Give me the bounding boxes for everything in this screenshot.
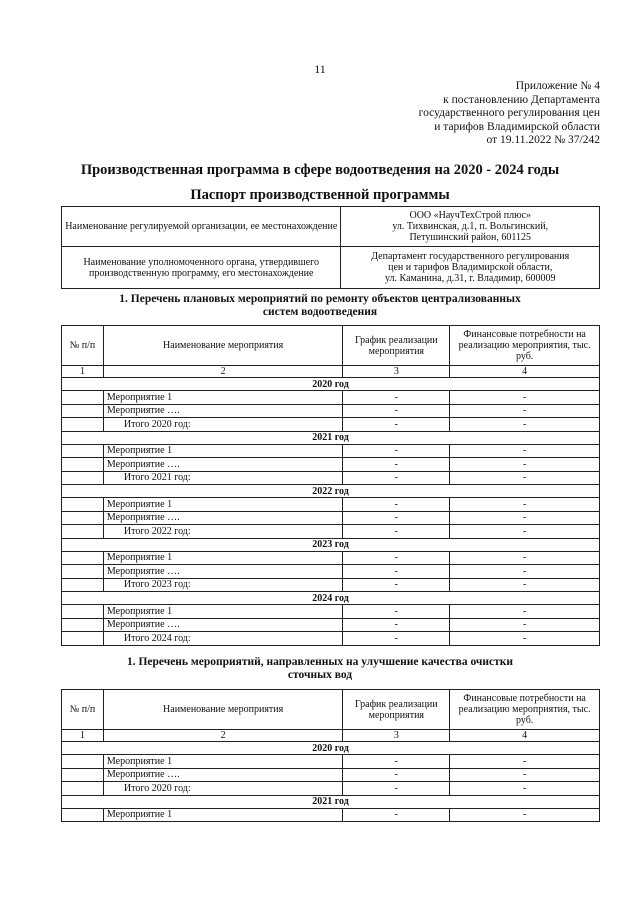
cell-dash: - (343, 458, 450, 472)
cell-dash: - (343, 578, 450, 592)
passport-table (61, 206, 600, 289)
passport-value-line: ул. Каманина, д.31, г. Владимир, 600009 (384, 273, 556, 284)
col-number: 3 (343, 730, 450, 742)
table-row: Мероприятие 1 (103, 551, 342, 565)
year-group-2023 (62, 538, 600, 592)
cell-dash: - (343, 404, 450, 418)
appendix-line: государственного регулирования цен (418, 107, 600, 119)
year-row: 2023 год (62, 538, 600, 551)
section-heading-line: систем водоотведения (262, 305, 378, 318)
table-row: Мероприятие 1 (103, 605, 342, 619)
table-row: Мероприятие …. (103, 768, 342, 782)
col-header: Наименование мероприятия (103, 326, 342, 366)
passport-label: Наименование уполномоченного органа, утвердившего производственную программу, его местонахождение (62, 247, 341, 289)
col-header: Финансовые потребности на реализацию мероприятия, тыс. руб. (450, 326, 600, 366)
appendix-header (380, 80, 600, 148)
total-row: Итого 2020 год: (103, 418, 342, 432)
cell-dash: - (343, 605, 450, 619)
cell-dash: - (450, 525, 600, 539)
col-header: № п/п (62, 690, 104, 730)
col-header: График реализации мероприятия (343, 326, 450, 366)
year-row: 2021 год (62, 795, 600, 808)
total-row: Итого 2024 год: (103, 632, 342, 646)
appendix-line: к постановлению Департамента (443, 93, 600, 106)
section2-heading (0, 656, 640, 681)
year-row: 2020 год (62, 378, 600, 391)
year-group-2020 (62, 378, 600, 432)
section1-table (61, 325, 600, 646)
table-row: Мероприятие …. (103, 618, 342, 632)
section1-heading (0, 293, 640, 318)
col-number: 1 (62, 366, 104, 378)
cell-dash: - (450, 632, 600, 646)
cell-dash: - (343, 632, 450, 646)
col-number: 2 (103, 730, 342, 742)
passport-value-line: Департамент государственного регулирования (371, 251, 570, 262)
col-header: № п/п (62, 326, 104, 366)
cell-dash: - (450, 418, 600, 432)
passport-label: Наименование регулируемой организации, ее местонахождение (62, 207, 341, 247)
cell-dash: - (343, 618, 450, 632)
cell-dash: - (450, 458, 600, 472)
col-header: Финансовые потребности на реализацию мероприятия, тыс. руб. (450, 690, 600, 730)
year-row: 2024 год (62, 592, 600, 605)
appendix-line: и тарифов Владимирской области (434, 120, 600, 133)
col-header: График реализации мероприятия (343, 690, 450, 730)
cell-dash: - (450, 605, 600, 619)
table-row: Мероприятие 1 (103, 498, 342, 512)
table-row: Мероприятие 1 (103, 444, 342, 458)
cell-dash: - (343, 565, 450, 579)
cell-dash: - (343, 511, 450, 525)
total-row: Итого 2020 год: (103, 782, 342, 796)
table-row: Мероприятие …. (103, 511, 342, 525)
passport-value-line: ООО «НаучТехСтрой плюс» (409, 210, 531, 221)
cell-dash: - (343, 498, 450, 512)
col-number: 3 (343, 366, 450, 378)
cell-dash: - (450, 498, 600, 512)
year-row: 2021 год (62, 431, 600, 444)
total-row: Итого 2023 год: (103, 578, 342, 592)
cell-dash: - (343, 755, 450, 769)
cell-dash: - (450, 808, 600, 822)
cell-dash: - (450, 755, 600, 769)
year-row: 2020 год (62, 742, 600, 755)
passport-value-line: Петушинский район, 601125 (409, 232, 532, 243)
cell-dash: - (343, 782, 450, 796)
cell-dash: - (450, 768, 600, 782)
appendix-line: от 19.11.2022 № 37/242 (486, 134, 600, 146)
document-title: Производственная программа в сфере водоотведения на 2020 - 2024 годы (80, 162, 560, 178)
table-row: Мероприятие 1 (103, 391, 342, 405)
cell-dash: - (343, 471, 450, 485)
cell-dash: - (450, 782, 600, 796)
col-number: 4 (450, 730, 600, 742)
year-group-2021 (62, 795, 600, 822)
passport-value (341, 247, 600, 289)
passport-value-line: ул. Тихвинская, д.1, п. Вольгинский, (392, 221, 549, 232)
cell-dash: - (450, 404, 600, 418)
cell-dash: - (450, 391, 600, 405)
cell-dash: - (450, 444, 600, 458)
cell-dash: - (450, 511, 600, 525)
total-row: Итого 2021 год: (103, 471, 342, 485)
total-row: Итого 2022 год: (103, 525, 342, 539)
section-heading-line: сточных вод (287, 668, 353, 681)
col-header: Наименование мероприятия (103, 690, 342, 730)
cell-dash: - (343, 768, 450, 782)
table-row: Мероприятие 1 (103, 808, 342, 822)
passport-value (341, 207, 600, 247)
col-number: 1 (62, 730, 104, 742)
cell-dash: - (450, 551, 600, 565)
table-row: Мероприятие …. (103, 404, 342, 418)
cell-dash: - (343, 444, 450, 458)
document-subtitle: Паспорт производственной программы (190, 187, 450, 203)
year-group-2022 (62, 485, 600, 539)
cell-dash: - (343, 418, 450, 432)
year-row: 2022 год (62, 485, 600, 498)
section2-table (61, 689, 600, 822)
table-row: Мероприятие 1 (103, 755, 342, 769)
year-group-2020 (62, 742, 600, 796)
col-number: 4 (450, 366, 600, 378)
year-group-2024 (62, 592, 600, 646)
page-number: 11 (314, 62, 326, 76)
year-group-2021 (62, 431, 600, 485)
table-row: Мероприятие …. (103, 458, 342, 472)
cell-dash: - (450, 471, 600, 485)
cell-dash: - (343, 808, 450, 822)
appendix-line: Приложение № 4 (515, 80, 600, 92)
cell-dash: - (343, 551, 450, 565)
section-heading-line: 1. Перечень плановых мероприятий по ремонту объектов централизованных (119, 293, 521, 305)
cell-dash: - (343, 391, 450, 405)
passport-value-line: цен и тарифов Владимирской области, (388, 262, 553, 273)
cell-dash: - (450, 618, 600, 632)
cell-dash: - (343, 525, 450, 539)
cell-dash: - (450, 565, 600, 579)
table-row: Мероприятие …. (103, 565, 342, 579)
cell-dash: - (450, 578, 600, 592)
col-number: 2 (103, 366, 342, 378)
section-heading-line: 1. Перечень мероприятий, направленных на улучшение качества очистки (126, 656, 514, 668)
